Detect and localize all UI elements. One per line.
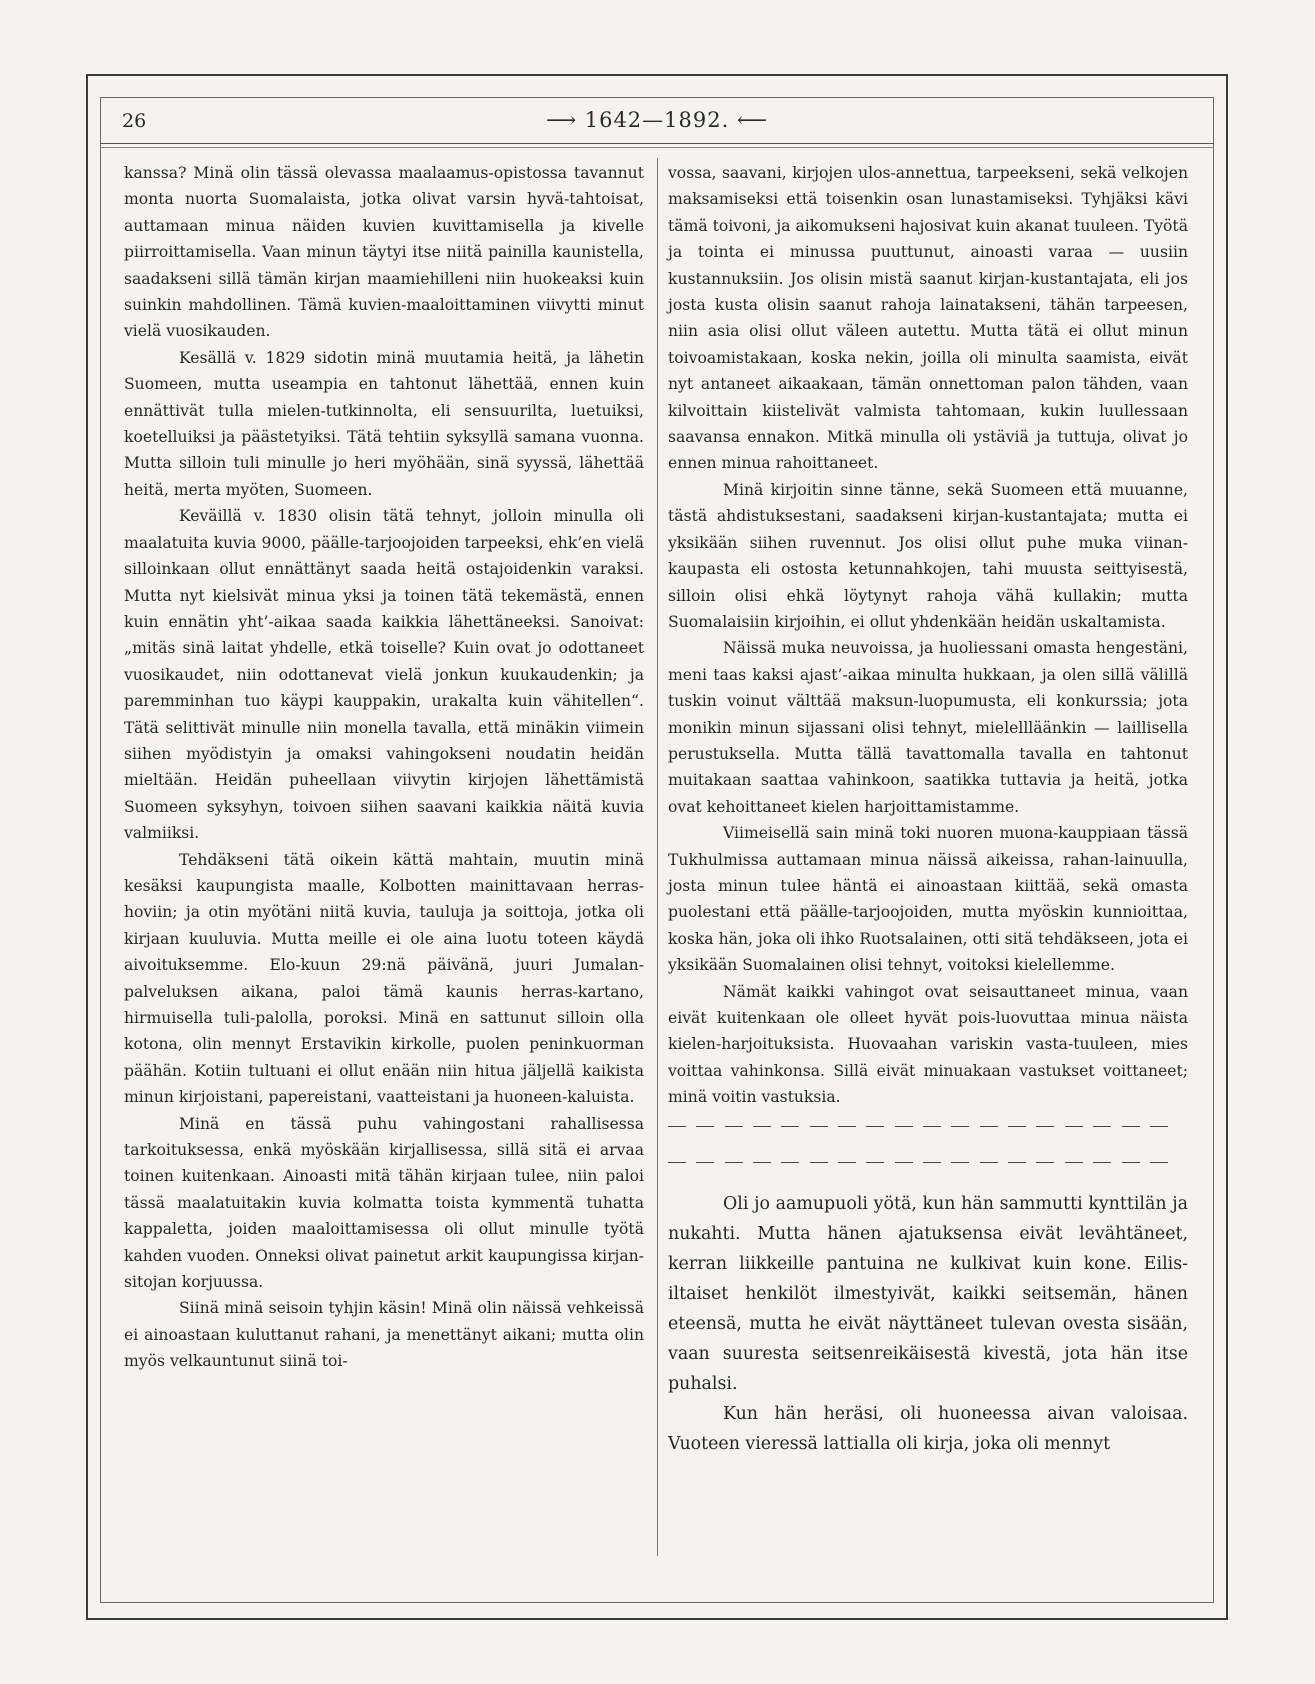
running-head: ⟶ 1642—1892. ⟵ [545,108,769,132]
page-number: 26 [122,110,147,132]
paragraph: Näissä muka neuvoissa, ja huoliessani omasta hengestäni, meni taas kaksi ajast’-aikaa minulta hukkaan, ja olen sillä välillä tuskin voinut välttää maksun-luopumusta, eli konkurssia; jota monikin minun sijassani olisi tehnyt, mielellläänkin — laillisella perustuksella. Mutta tällä tavattomalla tavalla en tahtonut muitakaan saattaa vahinkoon, saatikka tuttavia ja heitä, jotka ovat kehoittaneet kielen harjoittamistamme. [668,639,1188,816]
story-paragraph: Kun hän heräsi, oli huoneessa aivan valoisaa. Vuoteen vieressä lattialla oli kirja, joka oli mennyt [668,1403,1188,1454]
paragraph: Keväillä v. 1830 olisin tätä tehnyt, jolloin minulla oli maalatuita kuvia 9000, päälle-tarjoojoiden tarpeeksi, ehk’en vielä silloinkaan ollut ennättänyt saada heitä ostajoidenkin varaksi. Mutta nyt kielsivät minua yksi ja toinen tätä tekemästä, ennen kuin ennätin yht’-aikaa saada kaikkia lähettäneeksi. Sanoivat: „mitäs sinä laitat yhdelle, etkä toiselle? Kuin ovat jo odottaneet vuosikaudet, niin odottanevat vielä jonkun kuukaudenkin; ja paremminhan tuo käypi kauppakin, urakalta kuin vähitellen“. Tätä selittivät minulle niin monella tavalla, että minäkin viimein siihen myödistyin ja omaksi vahingokseni noudatin heidän mieltään. Heidän puheellaan viivytin kirjojen lähettämistä Suomeen syksyhyn, toivoen siihen saavani kaikkia näitä kuvia valmiiksi. [124,507,644,843]
story-paragraph: Oli jo aamupuoli yötä, kun hän sammutti kynttilän ja nukahti. Mutta hänen ajatuksensa eivät levähtäneet, kerran liikkeille pantuina ne kulkivat kuin kone. Eilis-iltaiset henkilöt ilmestyivät, kaikki seitsemän, hänen eteensä, mutta he eivät näyttäneet tulevan ovesta sisään, vaan suuresta seitsenreikäisestä kivestä, jota hän itse puhalsi. [668,1193,1188,1394]
paragraph: Siinä minä seisoin tyhjin käsin! Minä olin näissä vehkeissä ei ainoastaan kuluttanut rahani, ja menettänyt aikani; mutta olin myös velkauntunut siinä toi- [124,1299,644,1371]
paragraph: Viimeisellä sain minä toki nuoren muona-kauppiaan tässä Tukhulmissa auttamaan minua näissä aikeissa, rahan-lainuulla, josta minun tulee häntä ei ainoastaan kiittää, sekä omasta puolestani että päälle-tarjoojoiden, mutta myöskin kunnioittaa, koska hän, joka oli ihko Ruotsalainen, otti sitä tehdäkseen, jota ei yksikään Suomalainen olisi tehnyt, voitoksi kielellemme. [668,824,1188,975]
right-column [668,160,1188,1459]
section-separator [668,1115,1168,1137]
left-column [124,160,644,1375]
paragraph: vossa, saavani, kirjojen ulos-annettua, tarpeekseni, sekä velkojen maksamiseksi että toisenkin osan lunastamiseksi. Tyhjäksi kävi tämä toivoni, ja aikomukseni hajosivat kuin akanat tuuleen. Työtä ja tointa ei minussa puuttunut, ainoasti varaa — uusiin kustannuksiin. Jos olisin mistä saanut kirjan-kustantajata, eli jos josta kusta olisin saanut rahoja lainatakseni, tähän tarpeesen, niin asia olisi ollut väleen autettu. Mutta tätä ei ollut minun toivoamistakaan, koska nekin, joilla oli minulta saamista, eivät nyt antaneet aikaakaan, tämän onnettoman palon tähden, vaan kilvoittain kiistelivät valmista tahtomaan, kukin luullessaan saavansa ennakon. Mitkä minulla oli ystäviä ja tuttuja, olivat jo ennen minua rahoittaneet. [668,164,1188,473]
column-divider [657,158,658,1556]
section-separator [668,1151,1168,1173]
paragraph: Tehdäkseni tätä oikein kättä mahtain, muutin minä kesäksi kaupungista maalle, Kolbotten mainittavaan herras-hoviin; ja otin myötäni niitä kuvia, tauluja ja soittoja, jotka oli kirjaan kuuluvia. Mutta meille ei ole aina luotu toteen käydä aivoituksemme. Elo-kuun 29:nä päivänä, juuri Jumalan-palveluksen aikana, paloi tämä kaunis herras-kartano, hirmuisella tuli-palolla, poroksi. Minä en sattunut silloin olla kotona, olin mennyt Erstavikin kirkolle, puolen peninkuorman päähän. Kotiin tultuani ei ollut enään niin hitua jäljellä kaikista minun kirjoistani, papereistani, vaatteistani ja huoneen-kaluista. [124,850,644,1107]
paragraph: Minä en tässä puhu vahingostani rahallisessa tarkoituksessa, enkä myöskään kirjallisessa, sillä sitä ei arvaa toinen kuitenkaan. Ainoasti mitä tähän kirjaan tulee, niin paloi tässä maalatuitakin kuvia kolmatta toista kymmentä tuhatta kappaletta, joiden maaloittamisessa oli ollut minulle työtä kahden vuoden. Onneksi olivat painetut arkit kaupungissa kirjan-sitojan korjuussa. [124,1114,644,1292]
paragraph: kanssa? Minä olin tässä olevassa maalaamus-opistossa tavannut monta nuorta Suomalaista, jotka olivat varsin hyvä-tahtoisat, auttamaan minua näiden kuvien kuvittamisella ja kivelle piirroittamisella. Vaan minun täytyi itse niitä painilla kaunistella, saadakseni sillä tämän kirjan maamiehilleni niin huokeaksi kuin suinkin mahdollinen. Tämä kuvien-maaloittaminen viivytti minut vielä vuosikauden. [124,164,644,341]
paragraph: Minä kirjoitin sinne tänne, sekä Suomeen että muuanne, tästä ahdistuksestani, saadakseni kirjan-kustantajata; mutta ei yksikään siihen ruvennut. Jos olisi ollut puhe muka viinan-kaupasta eli ostosta ketunnahkojen, tahi muusta seittyisestä, silloin olisi ehkä löytynyt rahoja vähä kullakin; mutta Suomalaisiin kirjoihin, ei ollut yhdenkään heidän uskaltamista. [668,480,1188,631]
page-header [100,98,1214,144]
paragraph: Kesällä v. 1829 sidotin minä muutamia heitä, ja lähetin Suomeen, mutta useampia en tahtonut lähettää, ennen kuin ennättivät tulla mielen-tutkinnolta, eli sensuurilta, luetuiksi, koetelluiksi ja päästetyiksi. Tätä tehtiin syksyllä samana vuonna. Mutta silloin tuli minulle jo heri myöhään, sinä syyssä, lähettää heitä, merta myöten, Suomeen. [124,348,644,499]
header-rule [100,143,1214,144]
paragraph: Nämät kaikki vahingot ovat seisauttaneet minua, vaan eivät kuitenkaan ole olleet hyvät pois-luovuttaa minua näista kielen-harjoituksista. Huovaahan variskin vasta-tuuleen, mies voittaa vahinkonsa. Sillä eivät minuakaan vastukset voittaneet; minä voitin vastuksia. [668,982,1188,1107]
header-rule-thin [100,147,1214,148]
